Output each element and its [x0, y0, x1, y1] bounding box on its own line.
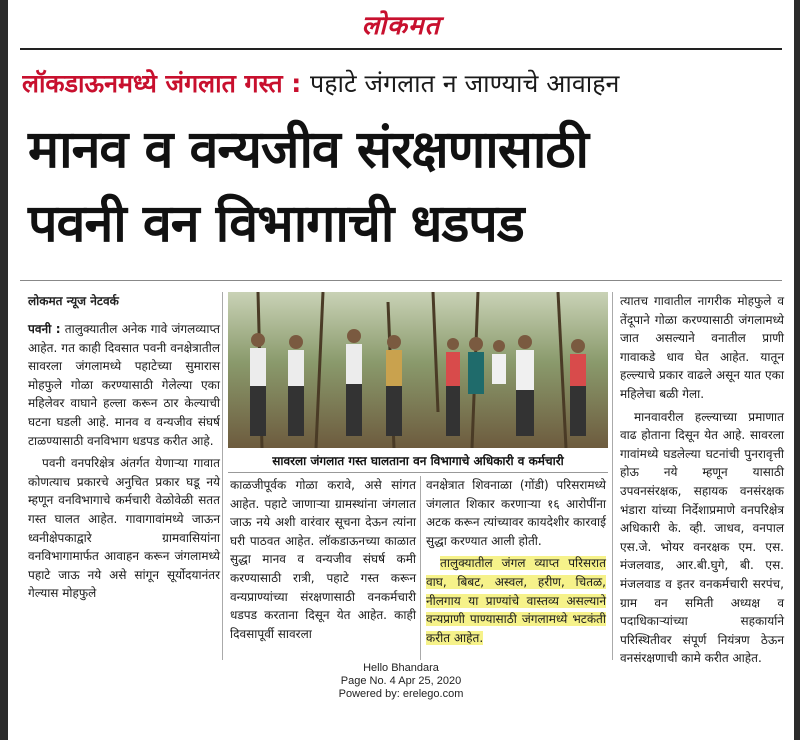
photo-illustration — [228, 292, 608, 448]
paragraph — [426, 554, 606, 647]
page-info: Page No. 4 Apr 25, 2020 — [340, 675, 462, 687]
column-divider — [222, 292, 223, 660]
paragraph: मानवावरील हल्ल्याच्या प्रमाणात वाढ होताना दिसून येत आहे. सावरला गावांमध्ये घडलेल्या घटनांची पुनरावृत्ती होऊ नये म्हणून यासाठी उपवनसंरक्षक, सहायक वनसंरक्षक भंडारा यांच्या निर्देशाप्रमाणे वनपरिक्षेत्र अधिकारी के. व्ही. जाधव, वनपाल एस.जे. भोयर वनरक्षक एम. एस. मंजलवाड, आर.बी.घुगे, बी. एस. मंजलवाड व इतर वनकर्मचारी सरपंच, ग्राम वन समिती अध्यक्ष व पदाधिकाऱ्यांच्या सहकार्याने परिस्थितीवर संपूर्ण नियंत्रण ठेऊन वनसंरक्षणाची कामे करीत आहेत. — [620, 409, 784, 666]
kicker-red: लॉकडाऊनमध्ये जंगलात गस्त : — [22, 69, 302, 98]
article-column-2 — [230, 476, 416, 647]
kicker-black: पहाटे जंगलात न जाण्याचे आवाहन — [310, 69, 620, 98]
paragraph: काळजीपूर्वक गोळा करावे, असे सांगत आहेत. पहाटे जाणाऱ्या ग्रामस्थांना जंगलात जाऊ नये अशी वारंवार सूचना देऊन त्यांना घरी पाठवत आहेत. लॉकडाऊनच्या काळात सुद्धा मानव व वन्यजीव संघर्ष कमी करण्यासाठी रात्री, पहाटे गस्त करून वन्यप्राण्यांच्या संरक्षणासाठी वनकर्मचारी धडपड करताना दिसून येत आहेत. काही दिवसापूर्वी सावरला — [230, 478, 416, 641]
masthead-logo: लोकमत — [361, 11, 441, 41]
forest-patrol-photo — [228, 292, 608, 448]
column-divider — [420, 476, 421, 660]
byline: लोकमत न्यूज नेटवर्क — [28, 294, 119, 308]
dateline: पवनी : — [28, 322, 61, 336]
highlighted-text: तालुक्यातील जंगल व्याप्त परिसरात वाघ, बिबट, अस्वल, हरीण, चितळ, नीलगाय या प्राण्यांचे वास्तव्य असल्याने वन्यप्राणी पाण्यासाठी जंगलामध्ये भटकंती करीत आहेत. — [426, 556, 606, 645]
column-divider — [612, 292, 613, 660]
article-column-3 — [426, 476, 606, 651]
masthead-rule — [20, 48, 782, 50]
paragraph — [28, 320, 220, 450]
footer — [8, 662, 794, 701]
paragraph: त्यातच गावातील नागरीक मोहफुले व तेंदूपाने गोळा करण्यासाठी जंगलामध्ये जात असल्याने वनातील प्राणी गावाकडे धाव घेत आहेत. यातून हल्ल्याचे प्रकार वाढले असून यात एका महिलेचा बळी गेला. — [620, 294, 784, 401]
paragraph: वनक्षेत्रात शिवनाळा (गोंडी) परिसरामध्ये जंगलात शिकार करणाऱ्या १६ आरोपींना अटक करून त्यांच्यावर कायदेशीर कारवाई सुद्धा करण्यात आली होती. — [426, 478, 606, 548]
powered-by-link[interactable]: Powered by: erelego.com — [338, 688, 464, 700]
photo-caption: सावरला जंगलात गस्त घालताना वन विभागाचे अधिकारी व कर्मचारी — [228, 450, 608, 473]
newspaper-page — [8, 0, 794, 740]
paragraph-text: तालुक्यातील अनेक गावे जंगलव्याप्त आहेत. गत काही दिवसात पवनी वनक्षेत्रातील सावरला जंगलामध्ये पहाटेच्या सुमारास मोहफुले गोळा करण्यासाठी गेलेल्या एका महिलेवर वाघाने हल्ला करून ठार केल्याची घटना घडली आहे. मानव व वन्यजीव संघर्ष टाळण्यासाठी वनविभाग धडपड करीत आहे. — [28, 322, 220, 448]
edition-name: Hello Bhandara — [363, 662, 439, 674]
paragraph: पवनी वनपरिक्षेत्र अंतर्गत येणाऱ्या गावात कोणत्याच प्रकारचे अनुचित प्रकार घडू नये म्हणून वनविभागाचे कर्मचारी वेळोवेळी सतत गस्त घालत आहेत. गावागावांमध्ये जाऊन ध्वनीक्षेपकाद्वारे ग्रामवासियांना वनविभागामार्फत आवाहन करून जंगलामध्ये पहाटे जाऊ नये असे सांगून सूर्योदयानंतर गेल्यास मोहफुले — [28, 456, 220, 601]
kicker — [22, 66, 784, 106]
headline-rule — [20, 280, 782, 281]
article-column-1 — [28, 320, 220, 607]
headline-line2: पवनी वन विभागाची धडपड — [28, 194, 524, 254]
article-column-4 — [620, 292, 784, 672]
headline-line1: मानव व वन्यजीव संरक्षणासाठी — [28, 120, 589, 180]
